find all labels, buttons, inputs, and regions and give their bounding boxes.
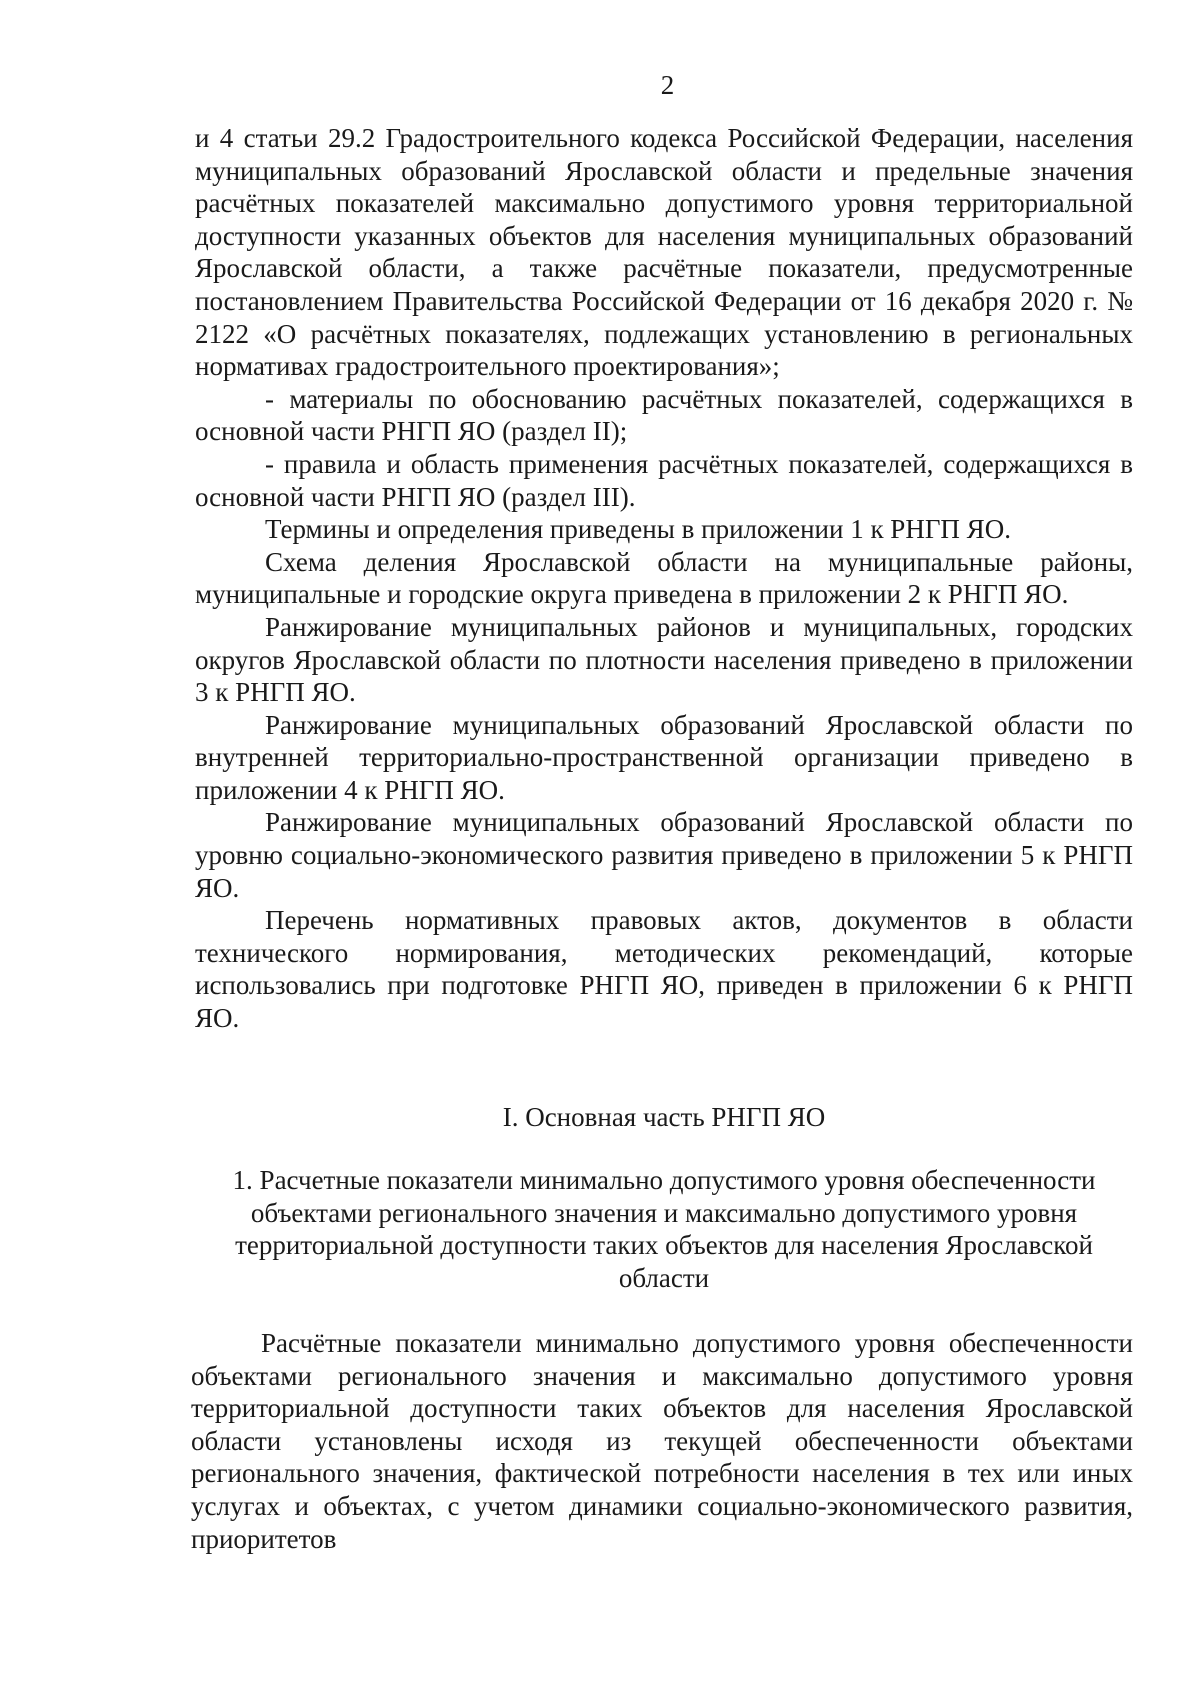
paragraph: Термины и определения приведены в приложении 1 к РНГП ЯО. bbox=[265, 514, 1011, 545]
section-title: I. Основная часть РНГП ЯО bbox=[502, 1102, 826, 1132]
paragraph: и 4 статьи 29.2 Градостроительного кодекса Российской Федерации, населения муниципальных образований Ярославской области и предельные значения расчётных показателей максимально допустимого уровня территориальной доступности указанных объектов для населения муниципальных образований Ярославской области, а также расчётные показатели, предусмотренные постановлением Правительства Российской Федерации от 16 декабря 2020 г. № 2122 «О расчётных показателях, подлежащих установлению в региональных нормативах градостроительного проектирования»; bbox=[195, 123, 1133, 382]
paragraph: Перечень нормативных правовых актов, документов в области технического нормирования, методических рекомендаций, которые использовались при подготовке РНГП ЯО, приведен в приложении 6 к РНГП ЯО. bbox=[195, 905, 1133, 1034]
body-text-top bbox=[195, 122, 1133, 1035]
subsection-title: 1. Расчетные показатели минимально допустимого уровня обеспеченности объектами регионального значения и максимально допустимого уровня территориальной доступности таких объектов для населения Ярославской области bbox=[232, 1165, 1096, 1293]
paragraph: Ранжирование муниципальных образований Ярославской области по внутренней территориально-пространственной организации приведено в приложении 4 к РНГП ЯО. bbox=[195, 709, 1133, 805]
paragraph: - материалы по обоснованию расчётных показателей, содержащихся в основной части РНГП ЯО (раздел II); bbox=[195, 383, 1133, 447]
page-number: 2 bbox=[660, 70, 675, 100]
paragraph: - правила и область применения расчётных показателей, содержащихся в основной части РНГП ЯО (раздел III). bbox=[195, 448, 1133, 512]
body-text-bottom bbox=[191, 1327, 1133, 1555]
paragraph: Расчётные показатели минимально допустимого уровня обеспеченности объектами регионального значения и максимально допустимого уровня территориальной доступности таких объектов для населения Ярославской области установлены исходя из текущей обеспеченности объектами регионального значения, фактической потребности населения в тех или иных услугах и объектах, с учетом динамики социально-экономического развития, приоритетов bbox=[191, 1328, 1133, 1554]
paragraph: Схема деления Ярославской области на муниципальные районы, муниципальные и городские округа приведена в приложении 2 к РНГП ЯО. bbox=[195, 546, 1133, 610]
paragraph: Ранжирование муниципальных районов и муниципальных, городских округов Ярославской области по плотности населения приведено в приложении 3 к РНГП ЯО. bbox=[195, 611, 1133, 708]
paragraph: Ранжирование муниципальных образований Ярославской области по уровню социально-экономического развития приведено в приложении 5 к РНГП ЯО. bbox=[195, 807, 1133, 903]
